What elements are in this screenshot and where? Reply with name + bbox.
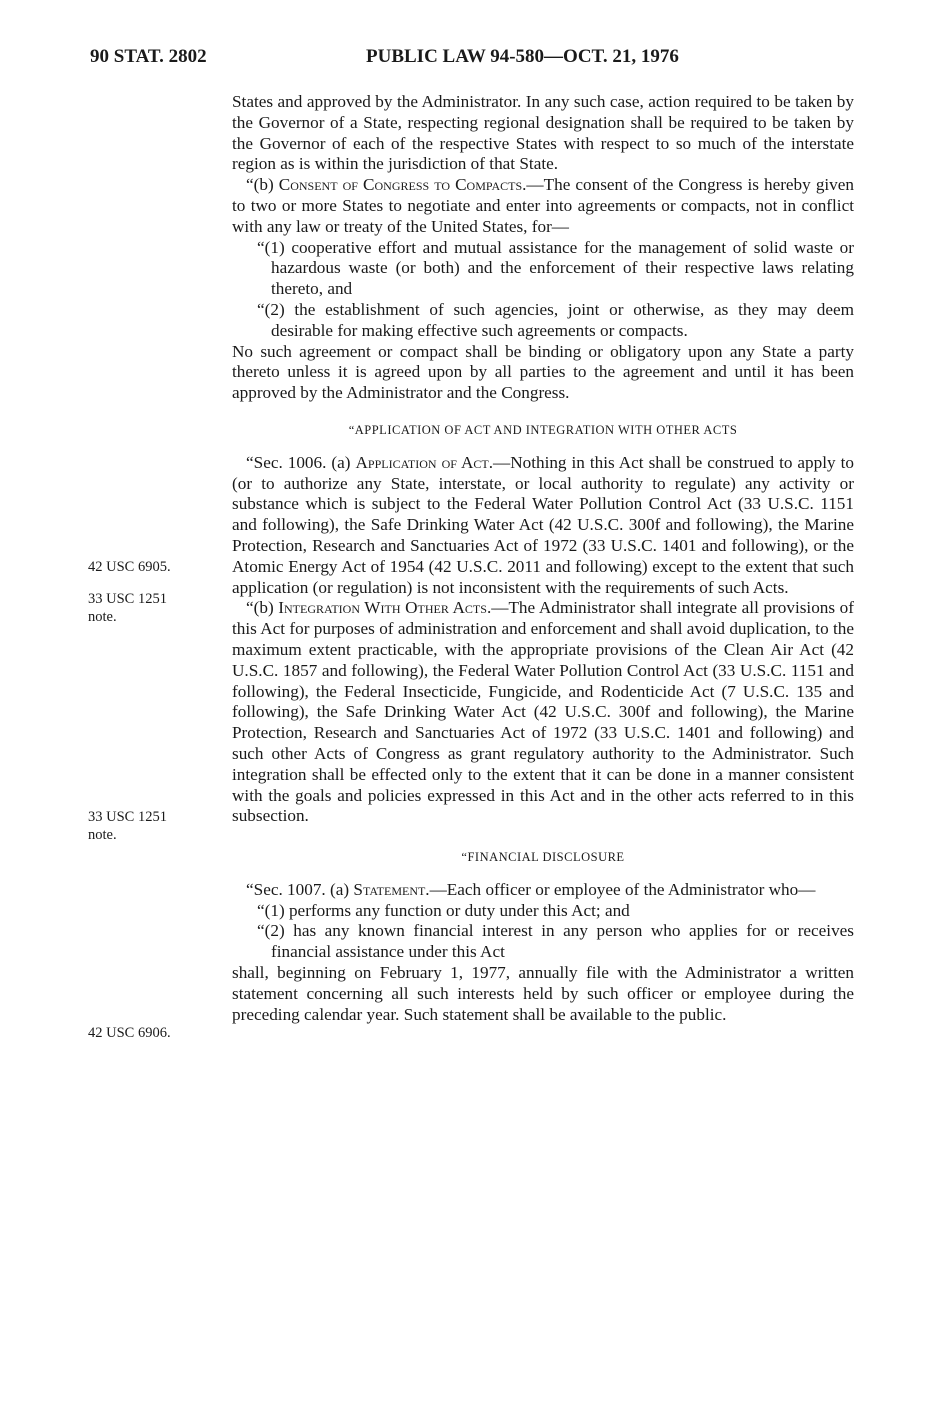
subsection-heading-integration: Integration With Other Acts. (278, 598, 492, 618)
paragraph-sec-1007-a: “Sec. 1007. (a) Statement.—Each officer or employee of the Administrator who— (246, 879, 816, 899)
margin-note-33-usc-1251-a: 33 USC 1251 note. (88, 591, 167, 625)
section-heading-application-of-act: “APPLICATION OF ACT AND INTEGRATION WITH OTHER ACTS (348, 422, 738, 437)
list-item-cooperative-effort: “(1) cooperative effort and mutual assistance for the management of solid waste or hazardous waste (or both) and the enforcement of their respective laws relating thereto, and (257, 237, 854, 299)
margin-note-42-usc-6906: 42 USC 6906. (88, 1025, 171, 1041)
subsection-heading-consent: Consent of Congress to Compacts. (278, 175, 527, 195)
list-item-financial-interest: “(2) has any known financial interest in any person who applies for or receives financial assistance under this Act (257, 921, 854, 962)
subsection-heading-statement: Statement. (353, 879, 430, 899)
list-item-establishment-of-agencies: “(2) the establishment of such agencies, joint or otherwise, as they may deem desirable for making effective such agreements or compacts. (257, 299, 854, 340)
section-heading-financial-disclosure: “FINANCIAL DISCLOSURE (461, 850, 625, 865)
public-law-title: PUBLIC LAW 94-580—OCT. 21, 1976 (366, 46, 679, 67)
margin-note-42-usc-6905: 42 USC 6905. (88, 559, 171, 575)
paragraph-sec-1006-a: “Sec. 1006. (a) Application of Act.—Nothing in this Act shall be construed to apply to (or to authorize any State, interstate, or local authority to regulate) any activity or substance which is subject to the Federal Water Pollution Control Act (33 U.S.C. 1151 and following), the Safe Drinking Water Act (42 U.S.C. 300f and following), the Marine Protection, Research and Sanctuaries Act of 1972 (33 U.S.C. 1401 and following), or the Atomic Energy Act of 1954 (42 U.S.C. 2011 and following) except to the extent that such application (or regulation) is not inconsistent with the requirements of such Acts. (232, 452, 854, 597)
list-item-performs-function: “(1) performs any function or duty under this Act; and (257, 900, 630, 920)
subsection-heading-application: Application of Act. (355, 452, 493, 472)
statute-page-number: 90 STAT. 2802 (90, 46, 207, 67)
margin-note-33-usc-1251-b: 33 USC 1251 note. (88, 809, 167, 843)
page-header (90, 46, 854, 74)
paragraph-binding-agreement: No such agreement or compact shall be binding or obligatory upon any State a party thereto unless it is agreed upon by all parties to the agreement and until it has been approved by the Administrator and the Congress. (232, 341, 854, 403)
paragraph-annual-filing: shall, beginning on February 1, 1977, annually file with the Administrator a written statement concerning all such interests held by such officer or employee during the preceding calendar year. Such statement shall be available to the public. (232, 963, 854, 1024)
body-text (232, 92, 854, 1025)
paragraph-consent-of-congress: “(b) Consent of Congress to Compacts.—The consent of the Congress is hereby given to two or more States to negotiate and enter into agreements or compacts, not in conflict with any law or treaty of the United States, for— (232, 175, 854, 236)
paragraph-sec-1006-b: “(b) Integration With Other Acts.—The Administrator shall integrate all provisions of this Act for purposes of administration and enforcement and shall avoid duplication, to the maximum extent practicable, with the appropriate provisions of the Clean Air Act (42 U.S.C. 1857 and following), the Federal Water Pollution Control Act (33 U.S.C. 1151 and following), the Federal Insecticide, Fungicide, and Rodenticide Act (7 U.S.C. 135 and following), the Safe Drinking Water Act (42 U.S.C. 300f and following), the Marine Protection, Research and Sanctuaries Act of 1972 (33 U.S.C. 1401 and following) and such other Acts of Congress as grant regulatory authority to the Administrator. Such integration shall be effected only to the extent that it can be done in a manner consistent with the goals and policies expressed in this Act and in the other acts referred to in this subsection. (232, 598, 854, 826)
paragraph-interstate-region: States and approved by the Administrator. In any such case, action required to be taken by the Governor of a State, respecting regional designation shall be required to be taken by the Governor of each of the respective States with respect to so much of the interstate region as is within the jurisdiction of that State. (232, 92, 854, 174)
